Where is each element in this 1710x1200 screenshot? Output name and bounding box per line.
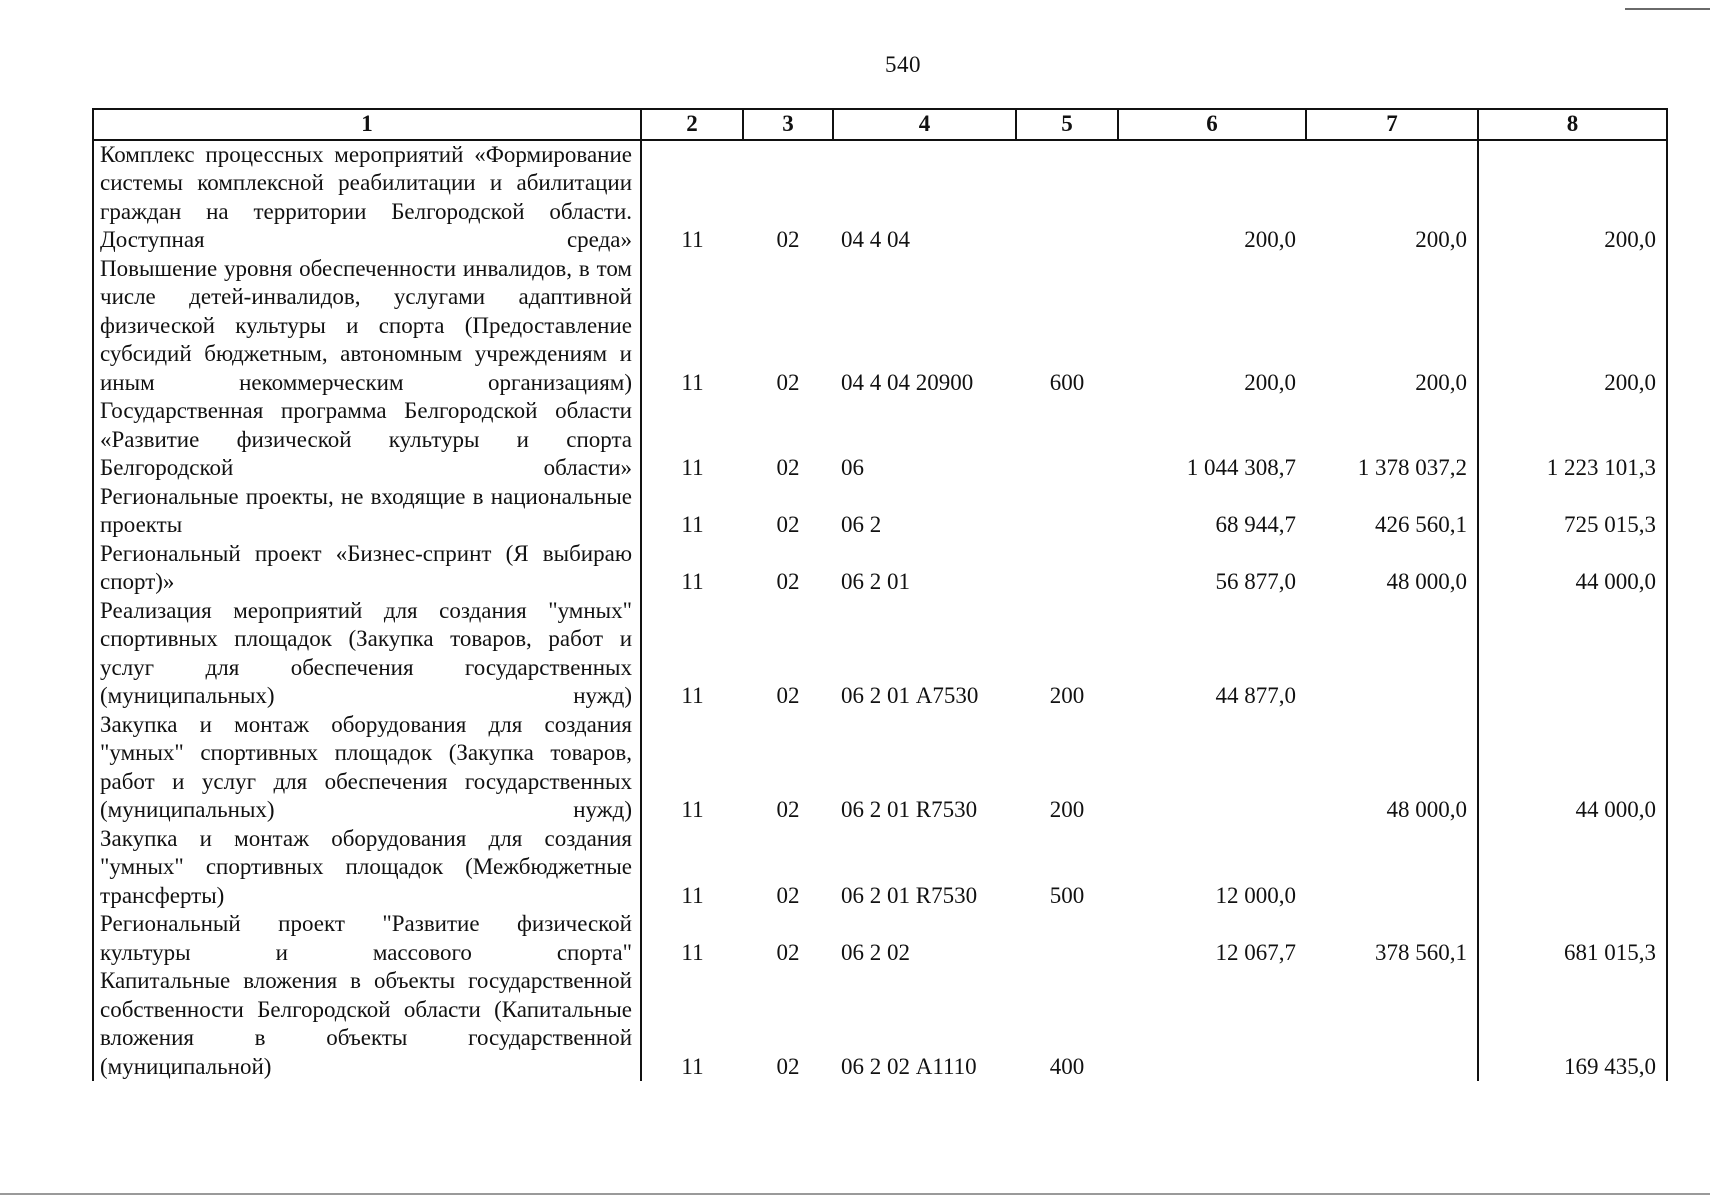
- row-amount-year-3: 44 000,0: [1478, 540, 1667, 597]
- column-header: 1: [93, 109, 641, 140]
- table-row: [93, 825, 1667, 911]
- row-subsection: 02: [776, 227, 800, 252]
- table-row: [93, 397, 1667, 483]
- row-description: Региональный проект «Бизнес-спринт (Я выбираю спорт)»: [93, 540, 641, 597]
- row-expense-type: 600: [1049, 369, 1085, 395]
- scan-top-rule: [1625, 8, 1710, 10]
- row-target-article: 06 2 02: [841, 939, 910, 965]
- row-section: 11: [681, 455, 704, 480]
- row-expense-type: 200: [1049, 683, 1085, 708]
- row-expense-type: [1016, 140, 1118, 255]
- row-amount-year-3: [1478, 825, 1667, 911]
- table-row: [93, 597, 1667, 711]
- row-amount-year-3: 200,0: [1478, 255, 1667, 398]
- row-section: 11: [681, 227, 704, 252]
- scan-bottom-edge: [0, 1193, 1710, 1195]
- budget-table: [92, 108, 1668, 1081]
- column-header: 3: [743, 109, 833, 140]
- row-description: Закупка и монтаж оборудования для создания "умных" спортивных площадок (Межбюджетные трансферты): [93, 825, 641, 911]
- row-expense-type: [1016, 397, 1118, 483]
- column-header: 4: [833, 109, 1016, 140]
- row-target-article: 06 2 01 R7530: [841, 882, 978, 908]
- table-row: [93, 910, 1667, 967]
- column-header: 5: [1016, 109, 1118, 140]
- row-section: 11: [681, 882, 704, 908]
- row-expense-type: 200: [1049, 797, 1085, 822]
- row-target-article: 06 2 02 А1110: [841, 1053, 977, 1079]
- page-number: 540: [885, 52, 921, 77]
- column-header: 2: [641, 109, 743, 140]
- row-amount-year-3: 44 000,0: [1478, 711, 1667, 825]
- row-amount-year-3: 169 435,0: [1478, 967, 1667, 1081]
- row-amount-year-1: 1 044 308,7: [1186, 455, 1296, 480]
- row-amount-year-1: 68 944,7: [1215, 512, 1296, 537]
- row-subsection: 02: [776, 1053, 800, 1079]
- row-description: Государственная программа Белгородской области «Развитие физической культуры и спорта Белгородской области»: [93, 397, 641, 483]
- column-header: 7: [1306, 109, 1478, 140]
- row-amount-year-2: 1 378 037,2: [1306, 397, 1478, 483]
- row-amount-year-2: 200,0: [1306, 140, 1478, 255]
- row-section: 11: [681, 512, 704, 537]
- table-header: [93, 109, 1667, 140]
- row-expense-type: 500: [1049, 882, 1085, 908]
- table-row: [93, 540, 1667, 597]
- column-header: 6: [1118, 109, 1306, 140]
- column-header: 8: [1478, 109, 1667, 140]
- row-amount-year-3: 1 223 101,3: [1478, 397, 1667, 483]
- row-subsection: 02: [776, 512, 800, 537]
- row-amount-year-1: [1118, 967, 1306, 1081]
- row-amount-year-2: 378 560,1: [1306, 910, 1478, 967]
- row-amount-year-1: 200,0: [1244, 369, 1296, 395]
- row-expense-type: [1016, 910, 1118, 967]
- row-amount-year-2: 48 000,0: [1306, 711, 1478, 825]
- row-description: Повышение уровня обеспеченности инвалидов, в том числе детей-инвалидов, услугами адаптивной физической культуры и спорта (Предоставление субсидий бюджетным, автономным учреждениям и иным некоммерческим организациям): [93, 255, 641, 398]
- row-amount-year-1: 56 877,0: [1215, 569, 1296, 594]
- row-amount-year-3: [1478, 597, 1667, 711]
- row-amount-year-2: [1306, 597, 1478, 711]
- table-row: [93, 967, 1667, 1081]
- row-subsection: 02: [776, 882, 800, 908]
- row-section: 11: [681, 939, 704, 965]
- row-amount-year-1: 44 877,0: [1215, 683, 1296, 708]
- row-expense-type: 400: [1049, 1053, 1085, 1079]
- row-target-article: 06 2 01: [841, 569, 910, 594]
- row-amount-year-3: 200,0: [1478, 140, 1667, 255]
- row-description: Комплекс процессных мероприятий «Формирование системы комплексной реабилитации и абилитации граждан на территории Белгородской области. Доступная среда»: [93, 140, 641, 255]
- row-target-article: 06: [841, 455, 864, 480]
- table-row: [93, 483, 1667, 540]
- row-expense-type: [1016, 540, 1118, 597]
- row-section: 11: [681, 369, 704, 395]
- row-description: Региональный проект "Развитие физической культуры и массового спорта": [93, 910, 641, 967]
- row-amount-year-2: [1306, 967, 1478, 1081]
- row-subsection: 02: [776, 939, 800, 965]
- row-subsection: 02: [776, 455, 800, 480]
- row-section: 11: [681, 1053, 704, 1079]
- table-row: [93, 255, 1667, 398]
- row-target-article: 04 4 04: [841, 227, 910, 252]
- row-subsection: 02: [776, 369, 800, 395]
- row-amount-year-1: [1118, 711, 1306, 825]
- row-target-article: 06 2 01 А7530: [841, 683, 979, 708]
- row-description: Закупка и монтаж оборудования для создания "умных" спортивных площадок (Закупка товаров, работ и услуг для обеспечения государственных (муниципальных) нужд): [93, 711, 641, 825]
- row-target-article: 06 2 01 R7530: [841, 797, 978, 822]
- row-description: Реализация мероприятий для создания "умных" спортивных площадок (Закупка товаров, работ и услуг для обеспечения государственных (муниципальных) нужд): [93, 597, 641, 711]
- row-amount-year-1: 12 000,0: [1215, 882, 1296, 908]
- table-row: [93, 711, 1667, 825]
- row-amount-year-2: 200,0: [1306, 255, 1478, 398]
- header-row: [93, 109, 1667, 140]
- row-amount-year-3: 725 015,3: [1478, 483, 1667, 540]
- row-expense-type: [1016, 483, 1118, 540]
- row-description: Капитальные вложения в объекты государственной собственности Белгородской области (Капитальные вложения в объекты государственной (муниципальной): [93, 967, 641, 1081]
- row-amount-year-2: 48 000,0: [1306, 540, 1478, 597]
- row-section: 11: [681, 797, 704, 822]
- table-row: [93, 140, 1667, 255]
- row-subsection: 02: [776, 569, 800, 594]
- table-body: [93, 140, 1667, 1082]
- row-section: 11: [681, 683, 704, 708]
- row-amount-year-1: 12 067,7: [1215, 939, 1296, 965]
- row-description: Региональные проекты, не входящие в национальные проекты: [93, 483, 641, 540]
- row-subsection: 02: [776, 797, 800, 822]
- row-amount-year-3: 681 015,3: [1478, 910, 1667, 967]
- row-target-article: 06 2: [841, 512, 882, 537]
- row-amount-year-2: 426 560,1: [1306, 483, 1478, 540]
- row-amount-year-1: 200,0: [1244, 227, 1296, 252]
- row-section: 11: [681, 569, 704, 594]
- row-subsection: 02: [776, 683, 800, 708]
- row-target-article: 04 4 04 20900: [841, 369, 974, 395]
- row-amount-year-2: [1306, 825, 1478, 911]
